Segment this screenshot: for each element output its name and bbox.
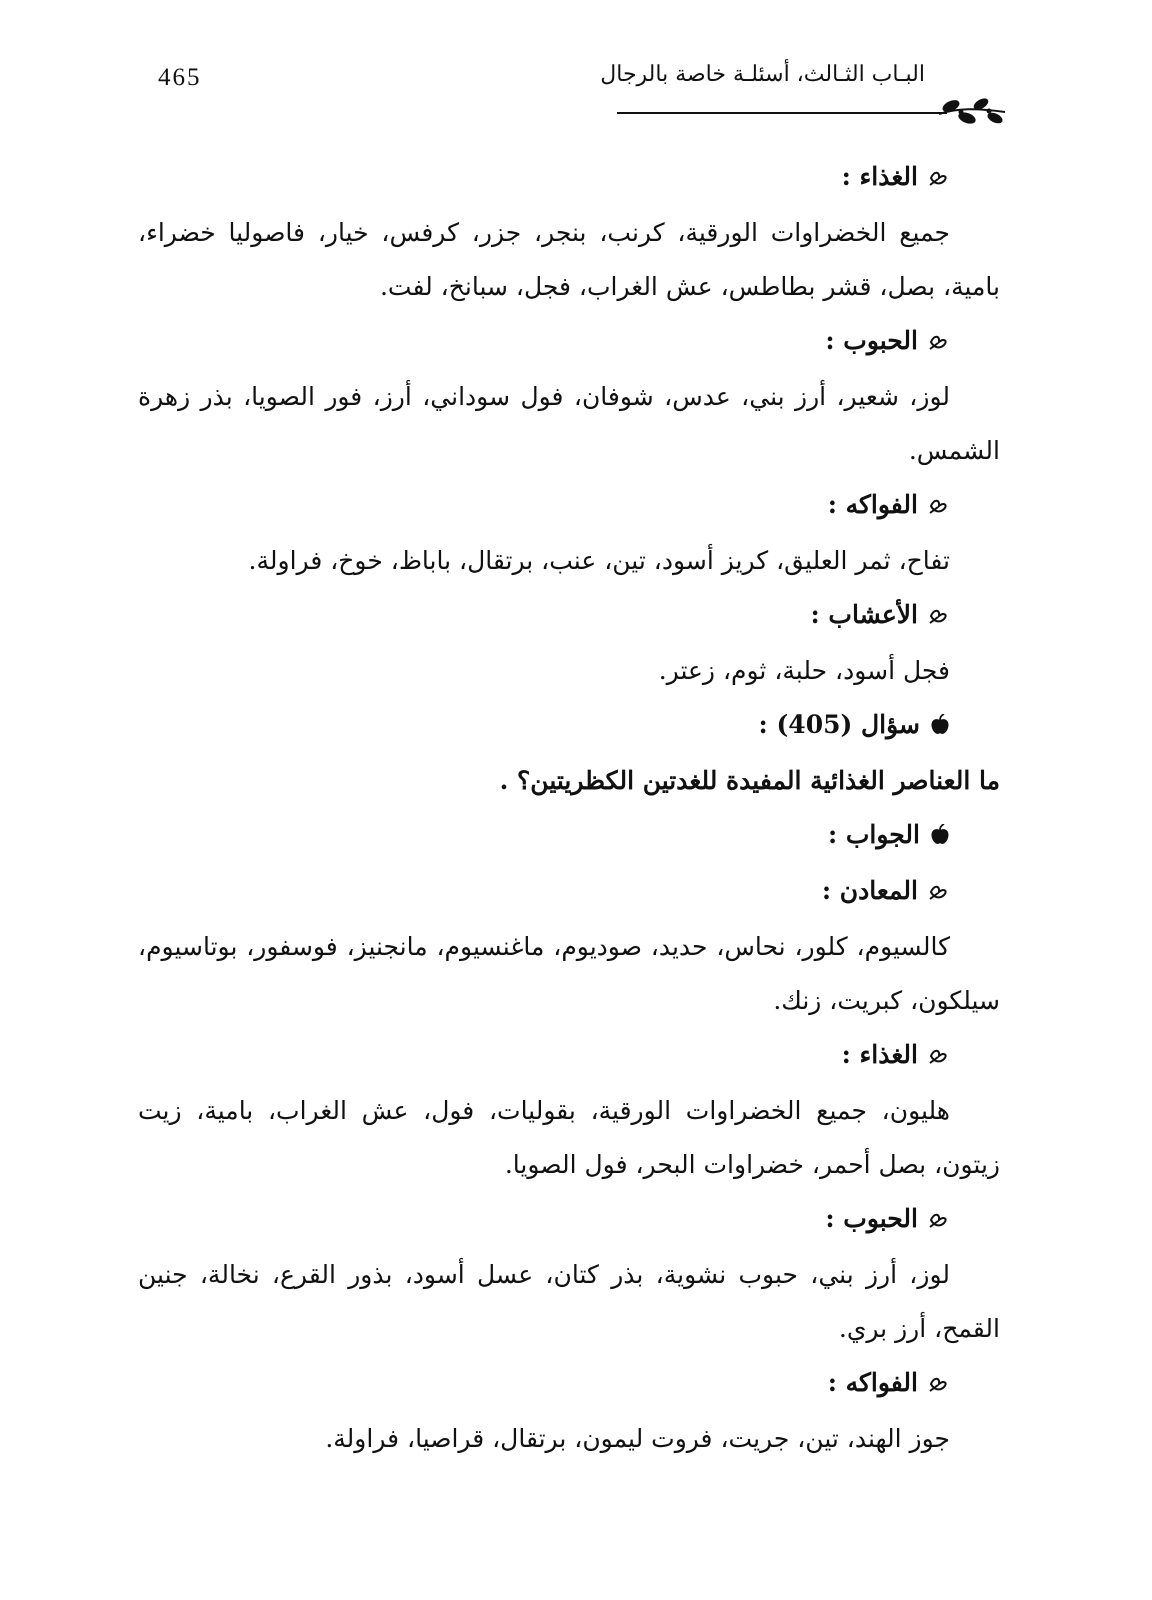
body-paragraph: جوز الهند، تين، جريت، فروت ليمون، برتقال، قراصيا، فراولة. xyxy=(325,1424,950,1453)
heading-text: الفواكه : xyxy=(827,490,918,519)
body-paragraph: جميع الخضراوات الورقية، كرنب، بنجر، جزر، كرفس، خيار، فاصوليا خضراء، بامية، بصل، قشر بطاطس، عش الغراب، فجل، سبانخ، لفت. xyxy=(138,218,1000,301)
question-text: ما العناصر الغذائية المفيدة للغدتين الكظريتين؟ . xyxy=(499,766,1000,795)
leaf-ornament-icon xyxy=(937,90,1007,130)
heading-text: الحبوب : xyxy=(825,326,918,355)
page-content xyxy=(138,150,1000,1466)
flower-bullet-icon xyxy=(928,1194,950,1248)
heading-text: الغذاء : xyxy=(841,162,918,191)
section-heading xyxy=(138,478,1000,534)
heading-text: الحبوب : xyxy=(825,1204,918,1233)
body-paragraph: تفاح، ثمر العليق، كريز أسود، تين، عنب، برتقال، باباظ، خوخ، فراولة. xyxy=(248,546,950,575)
flower-bullet-icon xyxy=(928,480,950,534)
flower-bullet-icon xyxy=(928,316,950,370)
body-paragraph: فجل أسود، حلبة، ثوم، زعتر. xyxy=(658,656,950,685)
section-heading xyxy=(138,1356,1000,1412)
section-heading xyxy=(138,864,1000,920)
body-paragraph: لوز، أرز بني، حبوب نشوية، بذر كتان، عسل أسود، بذور القرع، نخالة، جنين القمح، أرز بري. xyxy=(138,1260,1000,1343)
page-number: 465 xyxy=(158,64,202,91)
flower-bullet-icon xyxy=(928,1030,950,1084)
flower-bullet-icon xyxy=(928,152,950,206)
chapter-title: البـاب الثـالث، أسئلـة خاصة بالرجال xyxy=(600,62,925,87)
section-heading xyxy=(138,588,1000,644)
flower-bullet-icon xyxy=(928,590,950,644)
section-heading xyxy=(138,150,1000,206)
heading-text: الفواكه : xyxy=(827,1368,918,1397)
running-header xyxy=(150,62,1007,122)
flower-bullet-icon xyxy=(928,1358,950,1412)
section-heading xyxy=(138,808,1000,864)
flower-bullet-icon xyxy=(928,866,950,920)
body-paragraph: كالسيوم، كلور، نحاس، حديد، صوديوم، ماغنسيوم، مانجنيز، فوسفور، بوتاسيوم، سيلكون، كبريت، زنك. xyxy=(138,932,1000,1015)
body-paragraph: لوز، شعير، أرز بني، عدس، شوفان، فول سوداني، أرز، فور الصويا، بذر زهرة الشمس. xyxy=(138,382,1000,465)
header-rule xyxy=(617,112,947,114)
section-heading xyxy=(138,1028,1000,1084)
heading-text: سؤال (405) : xyxy=(758,710,920,739)
apple-bullet-icon xyxy=(930,700,950,754)
heading-text: الغذاء : xyxy=(841,1040,918,1069)
heading-text: المعادن : xyxy=(821,876,918,905)
body-paragraph: هليون، جميع الخضراوات الورقية، بقوليات، فول، عش الغراب، بامية، زيت زيتون، بصل أحمر، خضراوات البحر، فول الصويا. xyxy=(138,1096,1000,1179)
section-heading xyxy=(138,314,1000,370)
apple-bullet-icon xyxy=(930,810,950,864)
section-heading xyxy=(138,698,1000,754)
heading-text: الأعشاب : xyxy=(810,600,918,629)
section-heading xyxy=(138,1192,1000,1248)
heading-text: الجواب : xyxy=(827,820,920,849)
